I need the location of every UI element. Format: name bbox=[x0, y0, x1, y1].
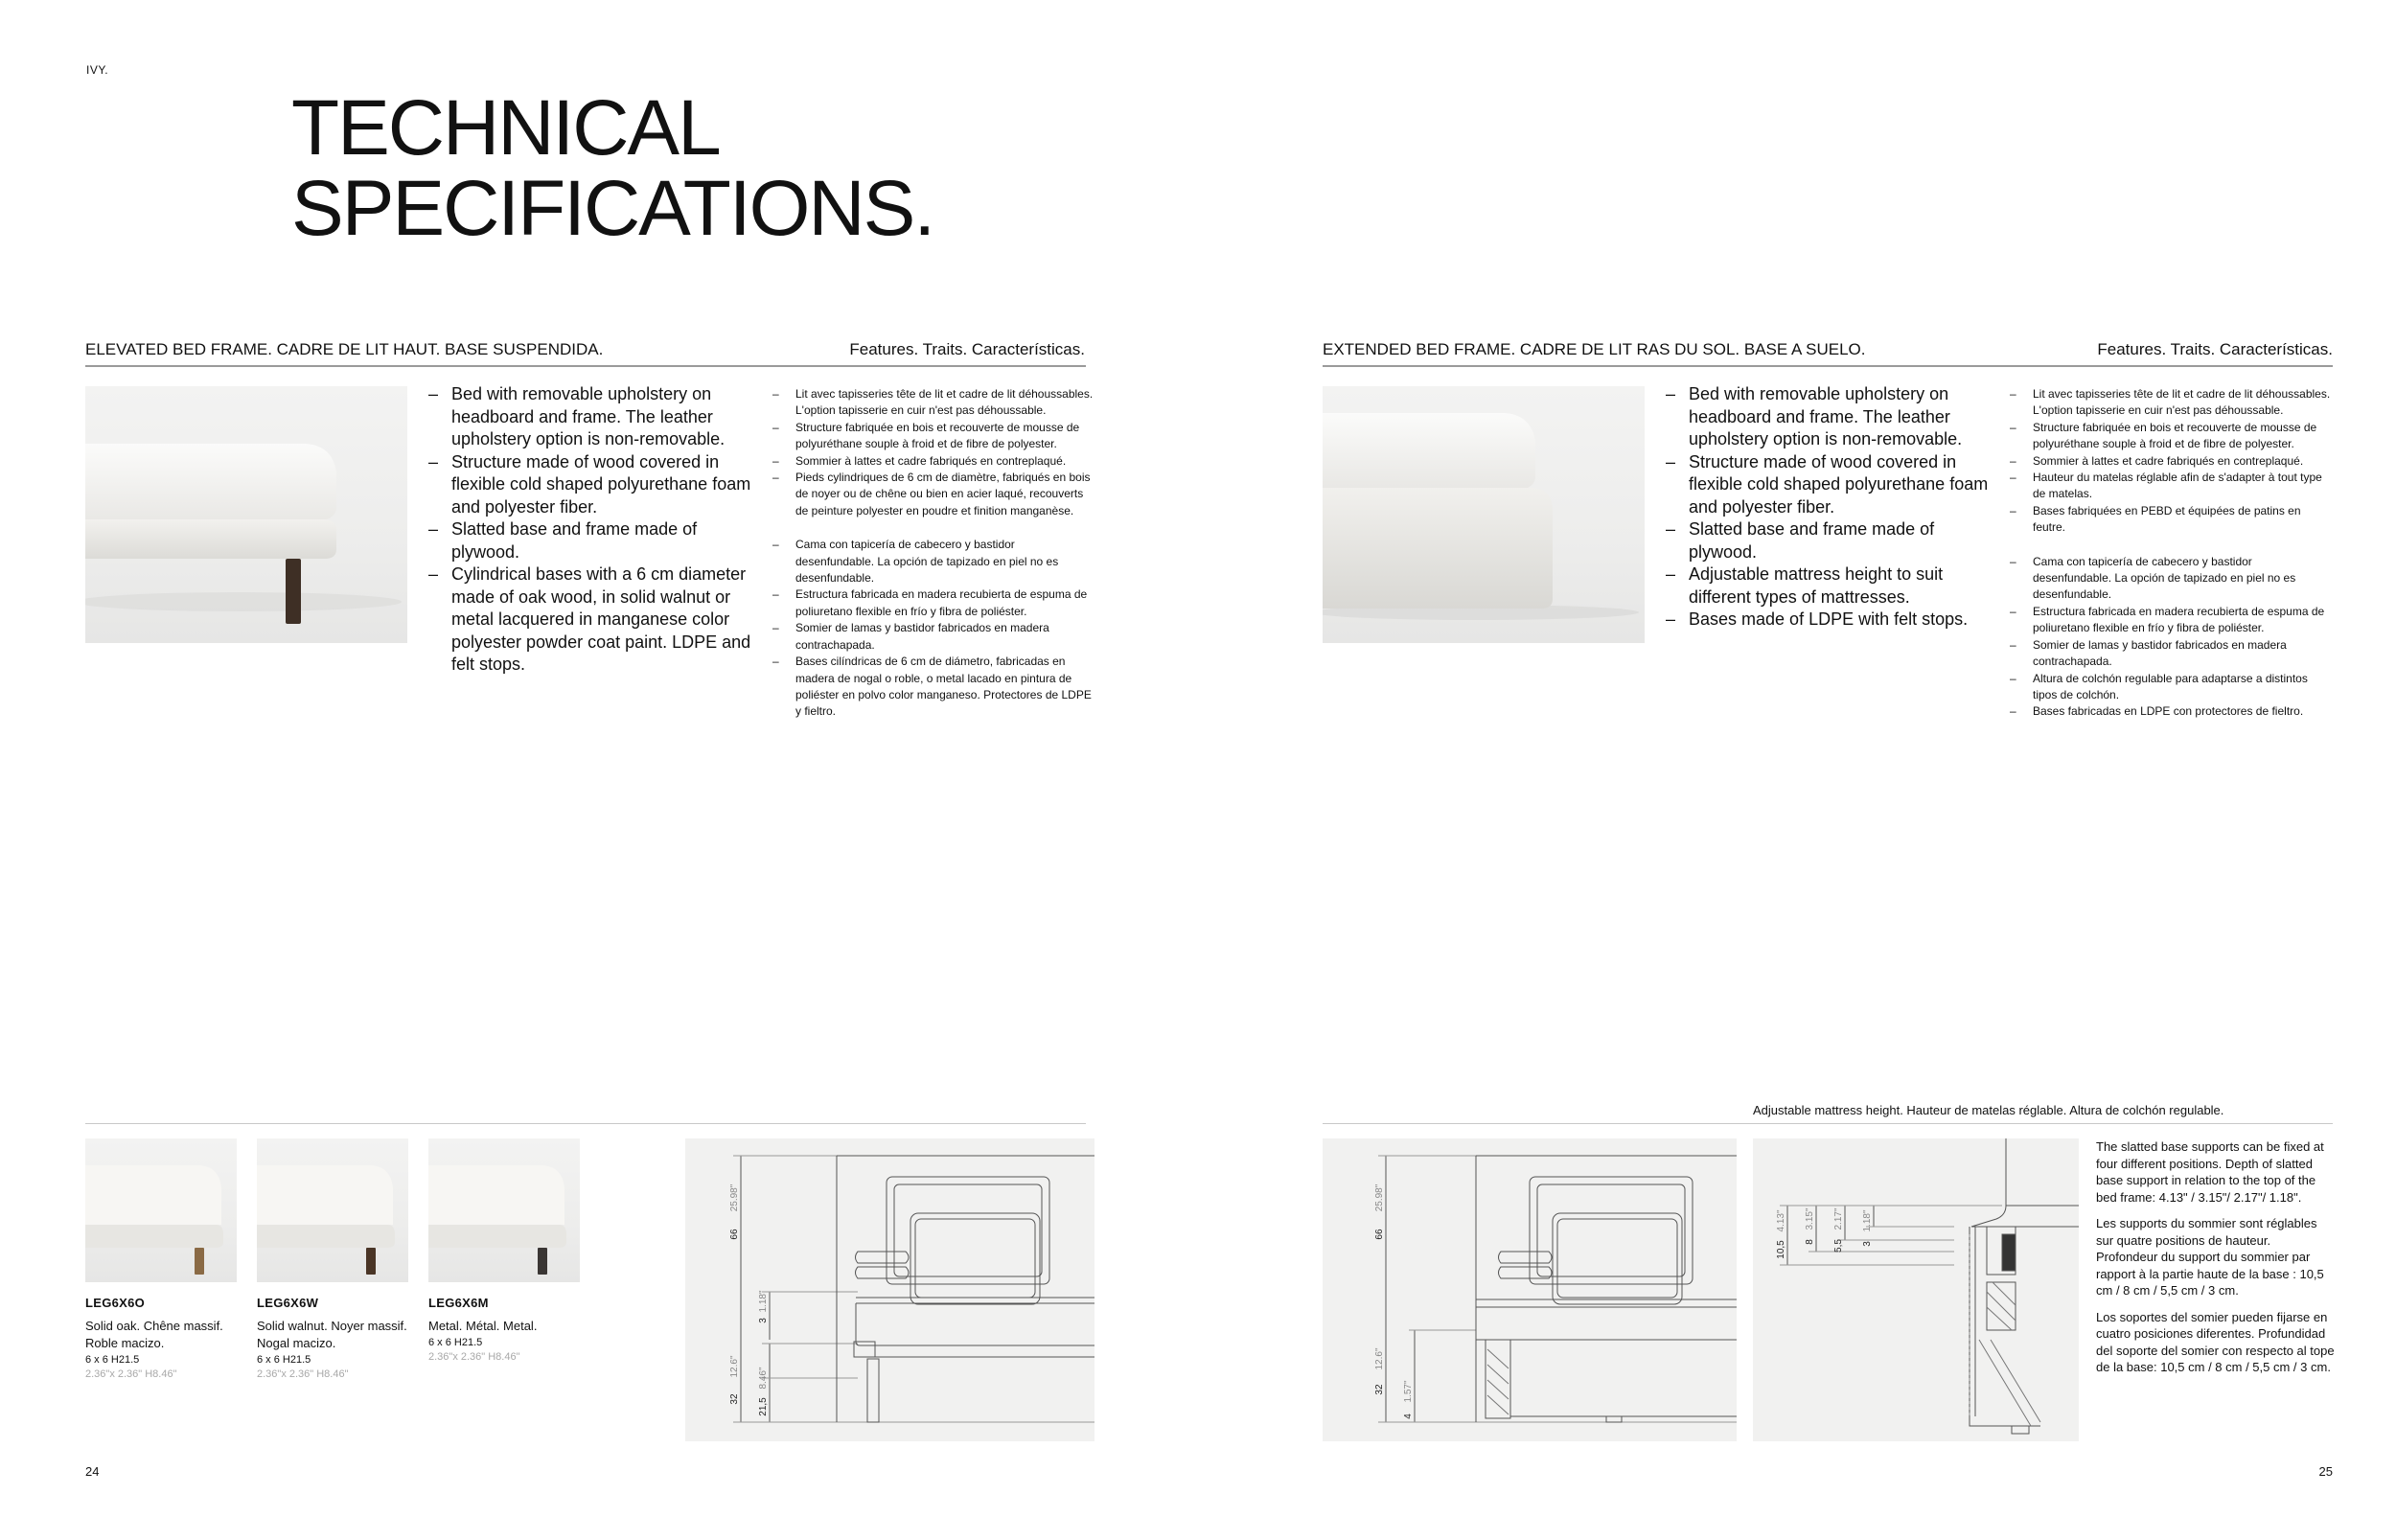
feature-item-es: – Bases fabricadas en LDPE con protectores de fieltro. bbox=[2010, 703, 2334, 720]
feature-item: – Slatted base and frame made of plywood. bbox=[428, 518, 754, 563]
dim-frame-in: 12.6" bbox=[729, 1355, 740, 1378]
feature-item-fr: – Sommier à lattes et cadre fabriqués en contreplaqué. bbox=[2010, 453, 2334, 470]
leg-walnut-photo bbox=[257, 1138, 408, 1282]
title-line-2: SPECIFICATIONS. bbox=[291, 165, 934, 252]
feature-item-es: – Somier de lamas y bastidor fabricados en madera contrachapada. bbox=[772, 620, 1096, 654]
detail-dim-2-in: 3.15" bbox=[1805, 1207, 1815, 1230]
leg-description: Metal. Métal. Metal. bbox=[428, 1319, 538, 1333]
left-features-fr bbox=[772, 386, 1096, 519]
right-bottom-rule bbox=[1323, 1123, 2333, 1124]
leg-description: Solid oak. Chêne massif. Roble macizo. bbox=[85, 1319, 223, 1350]
detail-dim-4: 3 bbox=[1862, 1241, 1873, 1247]
dim-frame-in: 12.6" bbox=[1374, 1347, 1385, 1370]
adjustable-height-caption: Adjustable mattress height. Hauteur de matelas réglable. Altura de colchón regulable. bbox=[1753, 1103, 2224, 1117]
leg-oak-illustration bbox=[85, 1138, 237, 1282]
elevated-bed-illustration bbox=[85, 386, 407, 643]
feature-item-fr: – Pieds cylindriques de 6 cm de diamètre, fabriqués en bois de noyer ou de chêne ou bien en acier laqué, recouverts de peinture polyester en poudre et finition manganèse. bbox=[772, 470, 1096, 519]
right-features-label: Features. Traits. Características. bbox=[2097, 340, 2333, 358]
page-number-right: 25 bbox=[2318, 1464, 2333, 1479]
feature-item: – Bed with removable upholstery on headboard and frame. The leather upholstery option is non-removable. bbox=[1666, 383, 1992, 451]
feature-item-fr: – Hauteur du matelas réglable afin de s'adapter à tout type de matelas. bbox=[2010, 470, 2334, 503]
detail-dim-1-in: 4.13" bbox=[1776, 1209, 1786, 1232]
leg-dimensions-cm: 6 x 6 H21.5 bbox=[85, 1354, 140, 1366]
leg-dimensions-in: 2.36"x 2.36" H8.46" bbox=[85, 1368, 177, 1380]
detail-dim-3: 5,5 bbox=[1833, 1239, 1844, 1253]
feature-item: – Structure made of wood covered in flexible cold shaped polyurethane foam and polyester fiber. bbox=[1666, 451, 1992, 519]
feature-item-es: – Cama con tapicería de cabecero y bastidor desenfundable. La opción de tapizado en piel no es desenfundable. bbox=[2010, 554, 2334, 604]
feature-item: – Bed with removable upholstery on headboard and frame. The leather upholstery option is non-removable. bbox=[428, 383, 754, 451]
leg-code: LEG6X6M bbox=[428, 1296, 489, 1310]
feature-item-fr: – Lit avec tapisseries tête de lit et cadre de lit déhoussables. L'option tapisserie en cuir n'est pas déhoussable. bbox=[772, 386, 1096, 420]
left-features-es bbox=[772, 537, 1096, 720]
detail-dim-2: 8 bbox=[1805, 1239, 1815, 1245]
leg-dimensions-in: 2.36"x 2.36" H8.46" bbox=[428, 1351, 520, 1363]
leg-shape bbox=[366, 1248, 376, 1275]
left-features-translations bbox=[772, 386, 1096, 721]
leg-code: LEG6X6O bbox=[85, 1296, 146, 1310]
elevated-bed-technical-drawing bbox=[685, 1138, 1094, 1441]
feature-item-fr: – Lit avec tapisseries tête de lit et cadre de lit déhoussables. L'option tapisserie en cuir n'est pas déhoussable. bbox=[2010, 386, 2334, 420]
extended-bed-photo bbox=[1323, 386, 1645, 643]
detail-drawing-svg bbox=[1753, 1138, 2079, 1441]
left-features-en bbox=[428, 383, 754, 677]
feature-item-fr: – Structure fabriquée en bois et recouverte de mousse de polyuréthane souple à froid et de fibre de polyester. bbox=[2010, 420, 2334, 453]
feature-item-fr: – Sommier à lattes et cadre fabriqués en contreplaqué. bbox=[772, 453, 1096, 470]
dim-total-in: 25.98" bbox=[1374, 1184, 1385, 1212]
feature-item: – Adjustable mattress height to suit different types of mattresses. bbox=[1666, 563, 1992, 609]
extended-bed-technical-drawing bbox=[1323, 1138, 1737, 1441]
dim-frame: 32 bbox=[1374, 1384, 1385, 1395]
feature-item-fr: – Structure fabriquée en bois et recouverte de mousse de polyuréthane souple à froid et de fibre de polyester. bbox=[772, 420, 1096, 453]
dim-gap: 3 bbox=[758, 1318, 769, 1323]
detail-dim-4-in: 1.18" bbox=[1862, 1209, 1873, 1232]
dim-gap-in: 1.18" bbox=[758, 1290, 769, 1313]
left-section-heading: ELEVATED BED FRAME. CADRE DE LIT HAUT. BASE SUSPENDIDA. bbox=[85, 340, 604, 358]
dim-base-in: 1.57" bbox=[1403, 1380, 1414, 1403]
right-heading-rule bbox=[1323, 365, 2333, 367]
feature-item: – Slatted base and frame made of plywood. bbox=[1666, 518, 1992, 563]
page-number-left: 24 bbox=[85, 1464, 100, 1479]
leg-metal-illustration bbox=[428, 1138, 580, 1282]
slat-support-detail-drawing bbox=[1753, 1138, 2079, 1441]
left-features-label: Features. Traits. Características. bbox=[849, 340, 1085, 358]
extended-bed-illustration bbox=[1323, 386, 1645, 643]
detail-dim-1: 10,5 bbox=[1776, 1240, 1786, 1259]
note-en: The slatted base supports can be fixed at four different positions. Depth of slatted base support in relation to the top of the bed frame: 4.13" / 3.15"/ 2.17"/ 1.18". bbox=[2096, 1139, 2324, 1205]
dim-frame: 32 bbox=[729, 1393, 740, 1405]
right-section-heading: EXTENDED BED FRAME. CADRE DE LIT RAS DU SOL. BASE A SUELO. bbox=[1323, 340, 1866, 358]
left-bottom-rule bbox=[85, 1123, 1086, 1124]
feature-item-es: – Estructura fabricada en madera recubierta de espuma de poliuretano flexible en frío y fibra de poliéster. bbox=[2010, 604, 2334, 637]
feature-item: – Bases made of LDPE with felt stops. bbox=[1666, 609, 1992, 632]
slat-support-notes bbox=[2096, 1138, 2336, 1376]
feature-item-es: – Estructura fabricada en madera recubierta de espuma de poliuretano flexible en frío y fibra de poliéster. bbox=[772, 586, 1096, 620]
note-fr: Les supports du sommier sont réglables sur quatre positions de hauteur. Profondeur du support du sommier par rapport à la partie haute de la base : 10,5 cm / 8 cm / 5,5 cm / 3 cm. bbox=[2096, 1216, 2324, 1298]
feature-item-es: – Altura de colchón regulable para adaptarse a distintos tipos de colchón. bbox=[2010, 671, 2334, 704]
feature-item: – Cylindrical bases with a 6 cm diameter made of oak wood, in solid walnut or metal lacquered in manganese color polyester powder coat paint. LDPE and felt stops. bbox=[428, 563, 754, 677]
feature-item-es: – Bases cilíndricas de 6 cm de diámetro, fabricadas en madera de nogal o roble, o metal lacado en pintura de poliéster en polvo color manganeso. Protectores de LDPE y fieltro. bbox=[772, 654, 1096, 721]
leg-option-oak bbox=[85, 1138, 237, 1380]
feature-item-fr: – Bases fabriquées en PEBD et équipées de patins en feutre. bbox=[2010, 503, 2334, 537]
feature-item: – Structure made of wood covered in flexible cold shaped polyurethane foam and polyester fiber. bbox=[428, 451, 754, 519]
extended-drawing-svg bbox=[1323, 1138, 1737, 1441]
leg-shape bbox=[538, 1248, 547, 1275]
note-es: Los soportes del somier pueden fijarse en cuatro posiciones diferentes. Profundidad del soporte del somier con respecto al tope de la base: 10,5 cm / 8 cm / 5,5 cm / 3 cm. bbox=[2096, 1309, 2335, 1374]
detail-dim-3-in: 2.17" bbox=[1833, 1207, 1844, 1230]
dim-total: 66 bbox=[1374, 1229, 1385, 1240]
right-features-fr bbox=[2010, 386, 2334, 537]
elevated-bed-photo bbox=[85, 386, 407, 643]
leg-dimensions-cm: 6 x 6 H21.5 bbox=[428, 1337, 483, 1348]
leg-oak-photo bbox=[85, 1138, 237, 1282]
right-features-es bbox=[2010, 554, 2334, 721]
left-heading-rule bbox=[85, 365, 1086, 367]
brand-mark: IVY. bbox=[86, 63, 109, 77]
leg-dimensions-cm: 6 x 6 H21.5 bbox=[257, 1354, 311, 1366]
right-features-en bbox=[1666, 383, 1992, 632]
elevated-drawing-svg bbox=[685, 1138, 1094, 1441]
dim-base: 4 bbox=[1403, 1414, 1414, 1419]
right-features-translations bbox=[2010, 386, 2334, 721]
leg-dimensions-in: 2.36"x 2.36" H8.46" bbox=[257, 1368, 349, 1380]
dim-total: 66 bbox=[729, 1229, 740, 1240]
feature-item-es: – Cama con tapicería de cabecero y bastidor desenfundable. La opción de tapizado en piel no es desenfundable. bbox=[772, 537, 1096, 586]
dim-leg: 21,5 bbox=[758, 1397, 769, 1416]
leg-metal-photo bbox=[428, 1138, 580, 1282]
dim-leg-in: 8.46" bbox=[758, 1367, 769, 1390]
leg-option-metal bbox=[428, 1138, 580, 1363]
leg-walnut-illustration bbox=[257, 1138, 408, 1282]
leg-shape bbox=[195, 1248, 204, 1275]
feature-item-es: – Somier de lamas y bastidor fabricados en madera contrachapada. bbox=[2010, 637, 2334, 671]
leg-description: Solid walnut. Noyer massif. Nogal macizo. bbox=[257, 1319, 407, 1350]
page-title bbox=[291, 84, 934, 252]
leg-code: LEG6X6W bbox=[257, 1296, 319, 1310]
dim-total-in: 25.98" bbox=[729, 1184, 740, 1212]
leg-option-walnut bbox=[257, 1138, 408, 1380]
title-line-1: TECHNICAL bbox=[291, 84, 720, 172]
